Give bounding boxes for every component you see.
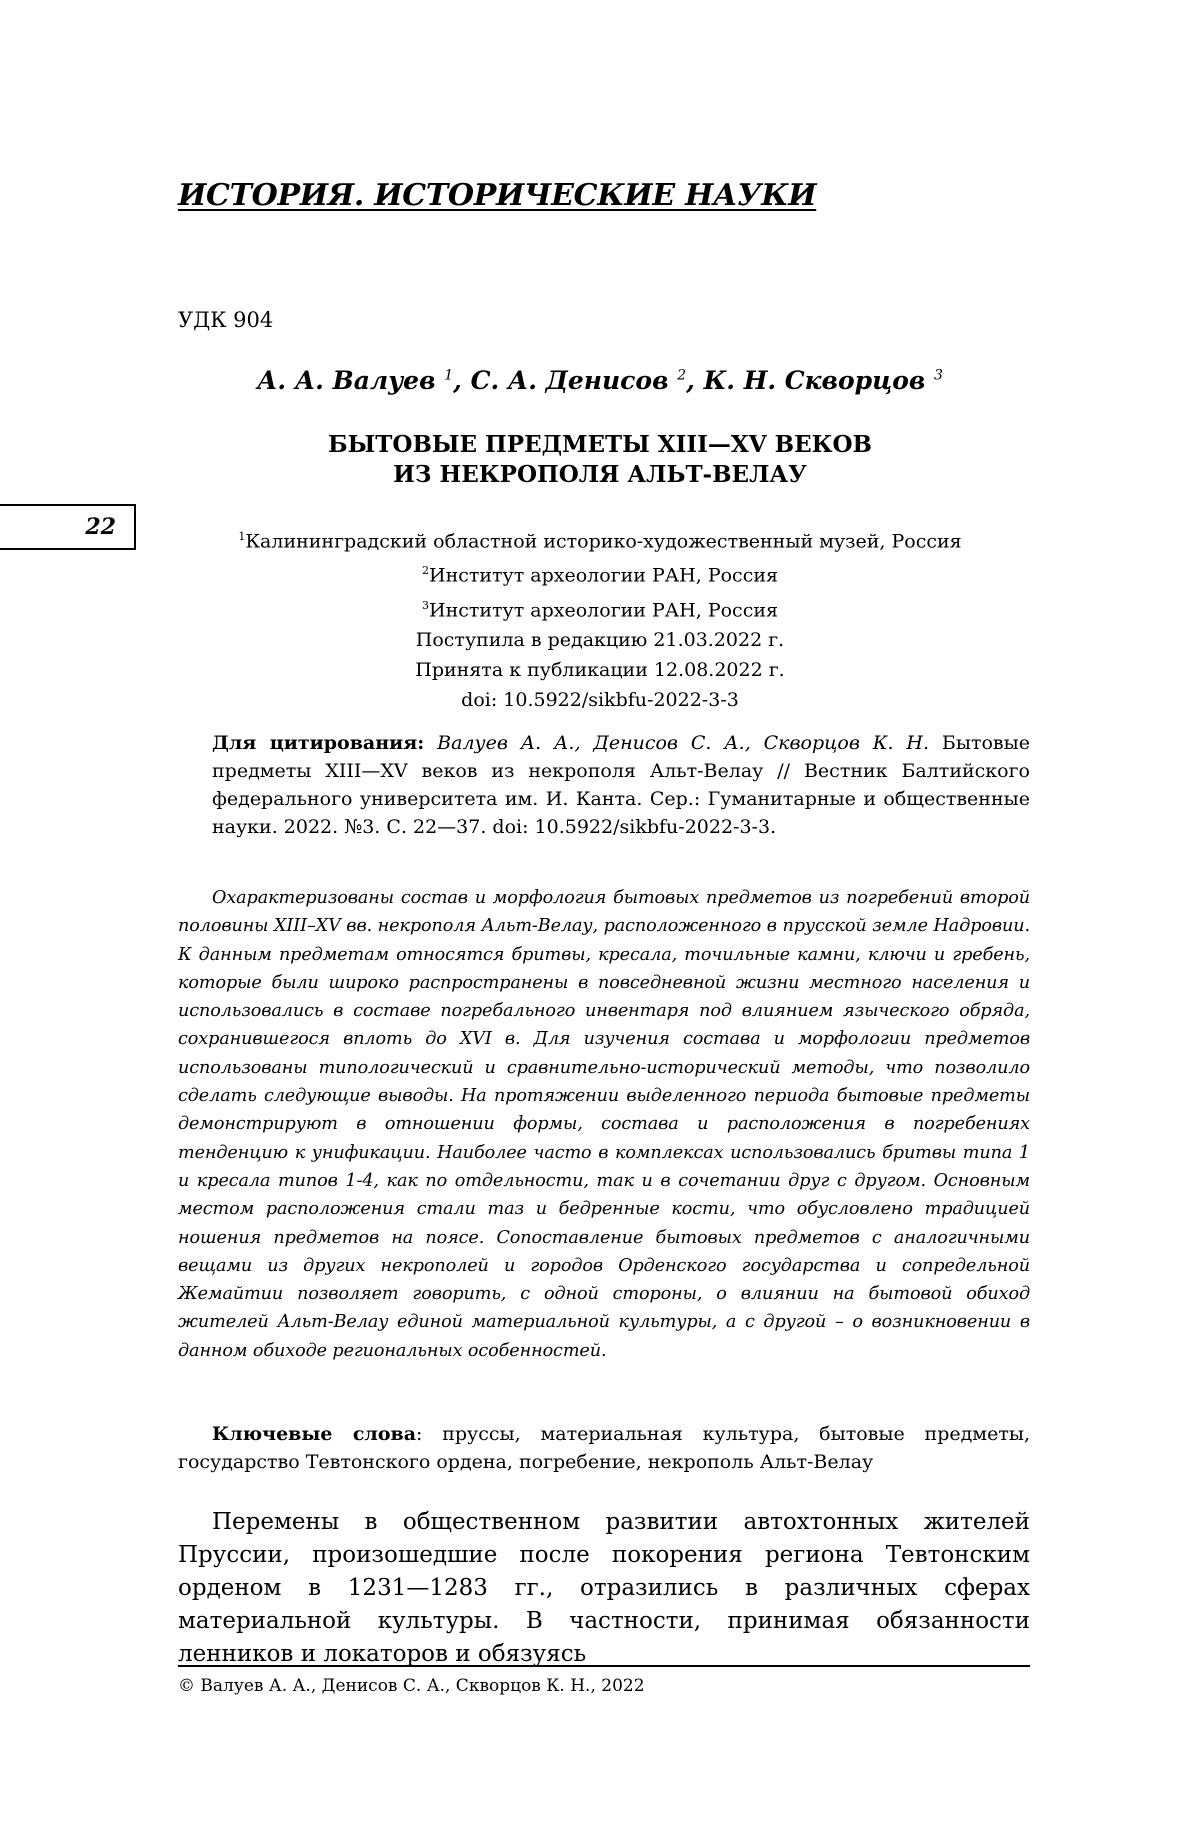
author-affil-mark: 3 [934, 367, 943, 384]
body-paragraph: Перемены в общественном развитии автохтонных жителей Пруссии, произошедшие после покорения региона Тевтонским орденом в 1231—1283 гг., отразились в различных сферах материальной культуры. В частности, принимая обязанности ленников и локаторов и обязуясь [178, 1509, 1030, 1667]
copyright: © Валуев А. А., Денисов С. А., Скворцов К. Н., 2022 [178, 1676, 645, 1696]
citation-text: Бытовые предметы XIII—XV веков из некрополя Альт-Велау // Вестник Балтийского федерального университета им. И. Канта. Сер.: Гуманитарные и общественные науки. 2022. №3. С. 22—37. doi: 10.5922/sikbfu-2022-3-3. [212, 732, 1030, 838]
udk-code: УДК 904 [178, 308, 274, 332]
page-number: 22 [0, 504, 136, 550]
author-affil-mark: 2 [677, 367, 687, 384]
citation-authors: Валуев А. А., Денисов С. А., Скворцов К. Н. [437, 732, 930, 754]
affiliation-mark: 3 [422, 598, 429, 612]
section-heading: ИСТОРИЯ. ИСТОРИЧЕСКИЕ НАУКИ [178, 178, 817, 213]
keywords-block [178, 1420, 1030, 1476]
keywords-text: : пруссы, материальная культура, бытовые предметы, государство Тевтонского ордена, погребение, некрополь Альт-Велау [178, 1423, 1031, 1473]
author-name: С. А. Денисов [470, 366, 669, 395]
author-name: К. Н. Скворцов [703, 366, 926, 395]
affiliation-item: $^2$Институт археологии РАН, Россия [422, 564, 778, 587]
citation-block [212, 729, 1030, 841]
affiliations [0, 522, 1200, 715]
affiliation-item: $^1$Калининградский областной историко-художественный музей, Россия [238, 530, 962, 553]
article-title [0, 430, 1200, 490]
title-line: ИЗ НЕКРОПОЛЯ АЛЬТ-ВЕЛАУ [393, 461, 807, 488]
footer-divider [178, 1665, 1030, 1667]
affiliation-mark: 1 [238, 530, 246, 543]
author-name: А. А. Валуев [257, 366, 436, 395]
title-line: БЫТОВЫЕ ПРЕДМЕТЫ XIII—XV ВЕКОВ [328, 431, 872, 458]
affiliation-mark: 2 [422, 564, 429, 578]
received-date: Поступила в редакцию 21.03.2022 г. [415, 628, 785, 651]
keywords-label: Ключевые слова [212, 1423, 417, 1445]
accepted-date: Принята к публикации 12.08.2022 г. [415, 658, 785, 681]
doi: doi: 10.5922/sikbfu-2022-3-3 [461, 688, 739, 711]
abstract: Охарактеризованы состав и морфология бытовых предметов из погребений второй половины XIII–XV вв. некрополя Альт-Велау, расположенного в прусской земле Надровии. К данным предметам относятся бритвы, кресала, точильные камни, ключи и гребень, которые были широко распространены в повседневной жизни местного населения и использовались в составе погребального инвентаря под влиянием языческого обряда, сохранившегося вплоть до XVI в. Для изучения состава и морфологии предметов использованы типологический и сравнительно-исторический методы, что позволило сделать следующие выводы. На протяжении выделенного периода бытовые предметы демонстрируют в отношении формы, состава и расположения в погребениях тенденцию к унификации. Наиболее часто в комплексах использовались бритвы типа 1 и кресала типов 1-4, как по отдельности, так и в сочетании друг с другом. Основным местом расположения стали таз и бедренные кости, что обусловлено традицией ношения предметов на поясе. Сопоставление бытовых предметов с аналогичными вещами из других некрополей и городов Орденского государства и сопредельной Жемайтии позволяет говорить, с одной стороны, о влиянии на бытовой обиход жителей Альт-Велау единой материальной культуры, а с другой – о возникновении в данном обиходе региональных особенностей. [178, 888, 1030, 1361]
authors-line: А. А. Валуев $^1$, С. А. Денисов $^2$, К. Н. Скворцов $^3$ [257, 366, 943, 395]
author-affil-mark: 1 [444, 367, 454, 384]
citation-label: Для цитирования: [212, 732, 425, 754]
affiliation-item: $^3$Институт археологии РАН, Россия [422, 598, 778, 621]
